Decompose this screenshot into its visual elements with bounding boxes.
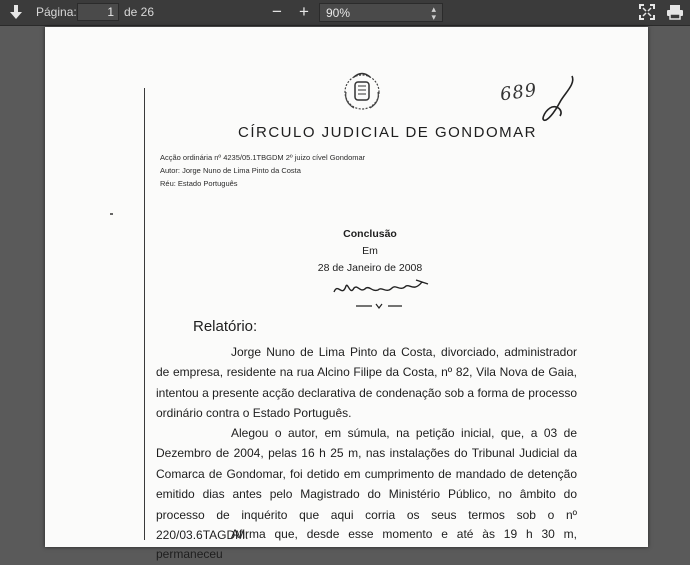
zoom-out-button[interactable]: − [272,2,282,21]
em-line: Em [362,245,378,257]
handwritten-signature [330,272,440,314]
handwritten-page-number: 689 [498,79,539,106]
fullscreen-icon[interactable] [639,4,655,20]
zoom-select[interactable] [319,3,443,22]
paragraph-3-text: Afirma que, desde esse momento e até às 19 h 30 m, permaneceu [156,527,577,562]
handwritten-initial [520,72,582,124]
page-number-input[interactable] [77,3,119,21]
zoom-in-button[interactable]: + [299,2,309,21]
page-total: de 26 [124,5,155,19]
scan-speck [110,213,113,215]
paragraph-3 [156,524,577,565]
coat-of-arms-seal [340,68,384,114]
conclusao-heading: Conclusão [343,228,397,240]
scan-margin-line [144,88,145,540]
defendant-line: Réu: Estado Português [160,179,238,188]
paragraph-2-text: Alegou o autor, em súmula, na petição inicial, que, a 03 de Dezembro de 2004, pelas 16 h 25 m, nas instalações do Tribunal Judicial da Comarca de Gondomar, foi detido em cumprimento de mandado de detenção emitido dias antes pelo Magistrado do Ministério Público, no âmbito do processo de inquérito que aqui corria os seus termos sob o nº 220/03.6TAGDM. [156,426,577,543]
case-number: Acção ordinária nº 4235/05.1TBGDM 2º juizo cível Gondomar [160,153,366,162]
court-title: CÍRCULO JUDICIAL DE GONDOMAR [238,124,537,141]
paragraph-1 [156,342,577,424]
download-icon[interactable] [6,3,26,21]
report-heading: Relatório: [193,318,258,335]
page-label: Página: [36,5,77,19]
print-icon[interactable] [666,4,684,20]
plaintiff-line: Autor: Jorge Nuno de Lima Pinto da Costa [160,166,301,175]
conclusion-date: 28 de Janeiro de 2008 [317,262,423,274]
select-arrows-icon: ▴ ▾ [431,4,436,22]
paragraph-1-text: Jorge Nuno de Lima Pinto da Costa, divorciado, administrador de empresa, residente na rua Alcino Filipe da Costa, nº 82, Vila Nova de Gaia, intentou a presente acção declarativa de condenação sob a forma de processo ordinário contra o Estado Português. [156,345,577,421]
zoom-value: 90% [326,6,351,20]
pdf-toolbar [0,0,690,26]
